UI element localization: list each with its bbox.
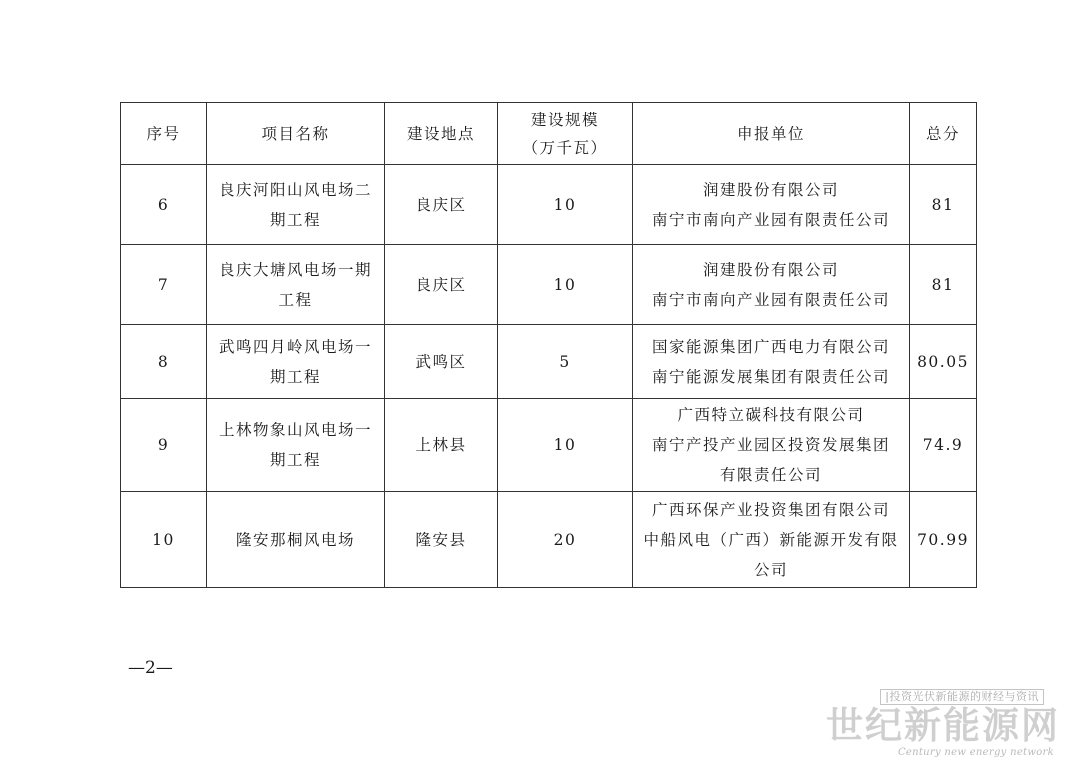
- cell-score: 74.9: [910, 399, 977, 492]
- cell-score: 70.99: [910, 492, 977, 588]
- cell-location: 良庆区: [385, 245, 498, 325]
- cell-serial: 8: [121, 325, 207, 399]
- cell-scale: 5: [498, 325, 633, 399]
- page-number: —2—: [128, 658, 173, 678]
- watermark-english: Century new energy network: [897, 747, 1054, 758]
- header-scale: 建设规模 （万千瓦）: [498, 103, 633, 165]
- cell-location: 上林县: [385, 399, 498, 492]
- table-row: [121, 492, 977, 588]
- cell-project-name: 良庆河阳山风电场二 期工程: [207, 165, 385, 245]
- table-row: [121, 165, 977, 245]
- cell-serial: 7: [121, 245, 207, 325]
- cell-applicant: 润建股份有限公司 南宁市南向产业园有限责任公司: [633, 165, 910, 245]
- table-header-row: [121, 103, 977, 165]
- watermark-title: 世纪新能源网: [826, 704, 1060, 747]
- cell-project-name: 武鸣四月岭风电场一 期工程: [207, 325, 385, 399]
- cell-applicant: 国家能源集团广西电力有限公司 南宁能源发展集团有限责任公司: [633, 325, 910, 399]
- cell-project-name: 上林物象山风电场一 期工程: [207, 399, 385, 492]
- cell-score: 81: [910, 165, 977, 245]
- cell-serial: 9: [121, 399, 207, 492]
- cell-score: 81: [910, 245, 977, 325]
- table-row: [121, 325, 977, 399]
- cell-serial: 6: [121, 165, 207, 245]
- cell-applicant: 润建股份有限公司 南宁市南向产业园有限责任公司: [633, 245, 910, 325]
- cell-applicant: 广西特立碳科技有限公司 南宁产投产业园区投资发展集团 有限责任公司: [633, 399, 910, 492]
- cell-applicant: 广西环保产业投资集团有限公司 中船风电（广西）新能源开发有限 公司: [633, 492, 910, 588]
- project-table: [120, 102, 977, 588]
- cell-location: 武鸣区: [385, 325, 498, 399]
- watermark-logo: [816, 689, 1066, 761]
- cell-serial: 10: [121, 492, 207, 588]
- watermark-tagline: |投资光伏新能源的财经与资讯: [880, 689, 1044, 705]
- table-row: [121, 245, 977, 325]
- cell-location: 良庆区: [385, 165, 498, 245]
- cell-location: 隆安县: [385, 492, 498, 588]
- header-applicant: 申报单位: [633, 103, 910, 165]
- header-serial: 序号: [121, 103, 207, 165]
- table-row: [121, 399, 977, 492]
- cell-score: 80.05: [910, 325, 977, 399]
- cell-scale: 20: [498, 492, 633, 588]
- header-project-name: 项目名称: [207, 103, 385, 165]
- cell-project-name: 隆安那桐风电场: [207, 492, 385, 588]
- cell-scale: 10: [498, 399, 633, 492]
- header-score: 总分: [910, 103, 977, 165]
- cell-scale: 10: [498, 245, 633, 325]
- header-location: 建设地点: [385, 103, 498, 165]
- cell-scale: 10: [498, 165, 633, 245]
- cell-project-name: 良庆大塘风电场一期 工程: [207, 245, 385, 325]
